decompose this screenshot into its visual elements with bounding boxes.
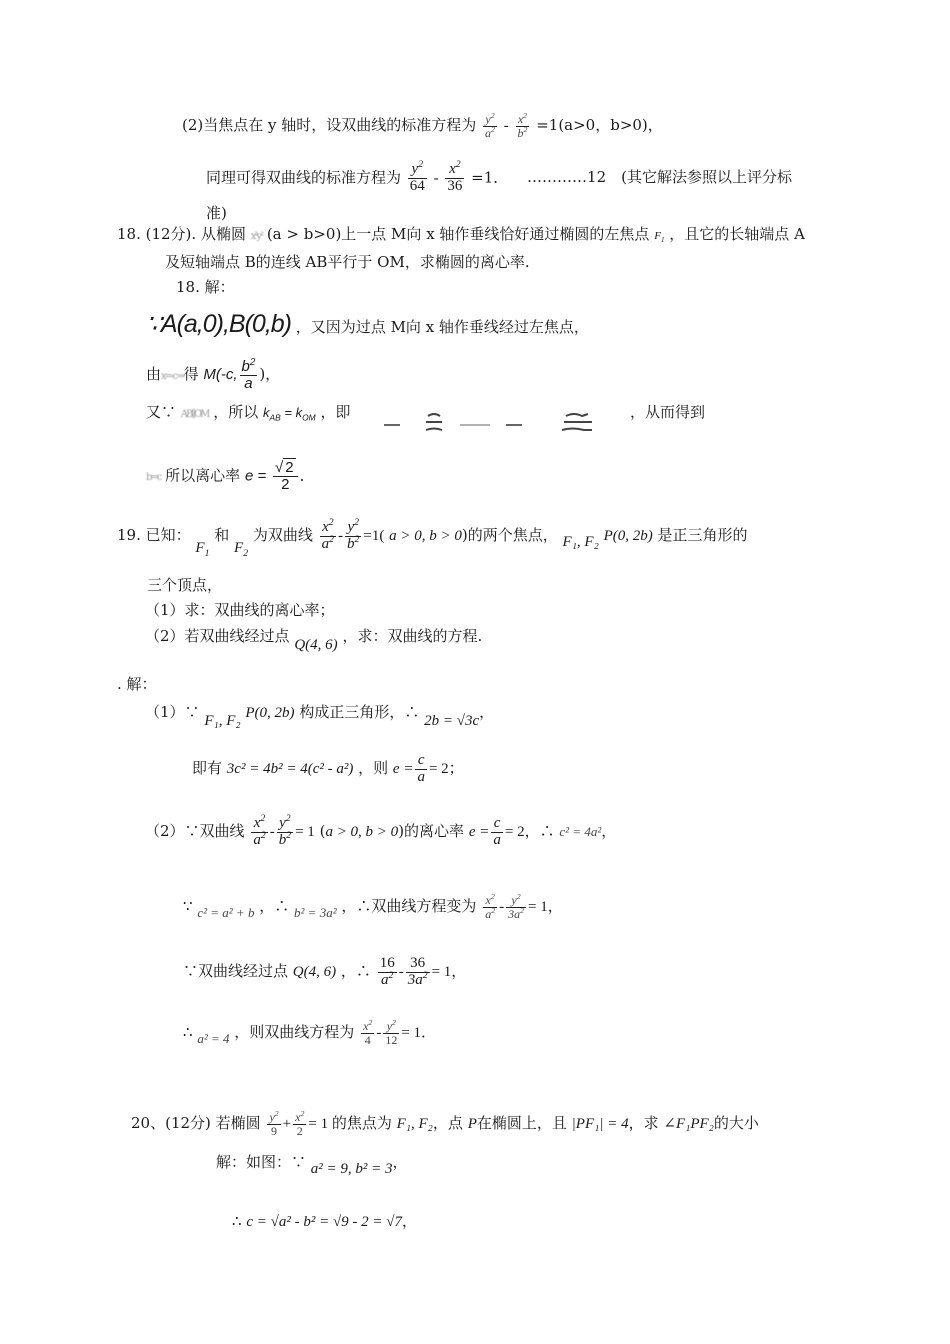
q19-question-1: （1）求：双曲线的离心率； <box>145 601 335 619</box>
q19-title: 19. 已知： $F_1$ 和 $F_2$ 为双曲线 $\frac{x^2}{a^2}$ - $\frac{y^2}{b^2}$ =1( a > 0, b > 0)的两个焦点， F₁, F₂ P(0, 2b) 是正三角形的 <box>117 516 748 559</box>
q20-sol-2: ∴ c = √a² - b² = √9 - 2 = √7， <box>232 1212 418 1230</box>
sec17-line1: (2)当焦点在 y 轴时，设双曲线的标准方程为 $\frac{y^2}{a^2}$ - $\frac{x^2}{b^2}$ =1(a>0，b>0)， <box>182 111 663 140</box>
q19-question-2: （2）若双曲线经过点 Q(4, 6) ，求：双曲线的方程. <box>145 627 483 653</box>
q19-line2: 三个顶点， <box>147 576 223 594</box>
sec17-line2: 同理可得双曲线的标准方程为 $\frac{y^2}{64}$ - $\frac{x^2}{36}$ =1． …………12 (其它解法参照以上评分标 <box>206 159 792 194</box>
b-equals-c-image: b=c <box>146 472 161 484</box>
sec17-line3: 准) <box>206 204 227 222</box>
q19-sol-1: （1）∵ F₁, F₂ P(0, 2b) 构成正三角形，∴ 2b = √3c， <box>145 703 495 729</box>
frac-b2-a: $\frac{b^2}{a}$ <box>241 356 256 392</box>
q19-solution-label: . 解： <box>117 675 157 693</box>
q18-sol-line4: b=c 所以离心率 e = $\frac{√ 2}{2}$ ． <box>146 459 315 493</box>
q19-sol-4: ∵ c² = a² + b ，∴ b² = 3a² ，∴双曲线方程变为 $\frac{x^2}{a^2}$ - $\frac{y^2}{3a^2}$ = 1， <box>183 891 563 921</box>
frac-x2-a2: $\frac{x^2}{a^2}$ <box>321 516 335 552</box>
substitution-image: x=-c ⇒ <box>161 371 184 382</box>
frac-sqrt2-2: $\frac{√ 2}{2}$ <box>273 460 298 493</box>
q18-sol-line3-end: ，从而得到 <box>630 403 706 421</box>
frac-y2-b2: $\frac{y^2}{b^2}$ <box>347 516 360 552</box>
q20-title: 20、(12分) 若椭圆 $\frac{y^2}{9}$ + $\frac{x^2}{2}$ = 1 的焦点为 F₁, F₂，点 P在椭圆上，且 |PF₁| = 4，求 ∠F₁PF₂的大小 <box>131 1108 759 1138</box>
q18-sol-line2: 由x=-c ⇒得 M(-c, $\frac{b^2}{a}$ )， <box>146 356 280 395</box>
frac-y2-a2: $\frac{y^2}{a^2}$ <box>485 111 495 140</box>
ellipse-equation-image: x²y² <box>250 231 263 242</box>
q18-sol-line3: 又∵ AB∥OM ，所以 $k_{AB} = k_{OM}$ ，即 <box>146 402 351 425</box>
q18-solution-label: 18. 解： <box>176 278 235 296</box>
frac-c-a: $\frac{c}{a}$ <box>417 751 425 785</box>
frac-x2-b2: $\frac{x^2}{b^2}$ <box>517 111 528 140</box>
q18-title-line1: 18. (12分). 从椭圆 x²y² (a > b>0)上一点 M向 x 轴作垂线恰好通过椭圆的左焦点 $F_1$ ，且它的长轴端点 A <box>117 224 805 247</box>
frac-y2-64: $\frac{y^2}{64}$ <box>409 159 425 194</box>
q18-title-line2: 及短轴端点 B的连线 AB平行于 OM，求椭圆的离心率. <box>165 253 530 271</box>
q20-sol-1: 解：如图：∵ a² = 9, b² = 3， <box>216 1153 408 1177</box>
frac-x2-36: $\frac{x^2}{36}$ <box>447 159 463 194</box>
q18-sol-line1: ∵A(a,0),B(0,b) ，又因为过点 M向 x 轴作垂线经过左焦点， <box>146 310 589 338</box>
q19-sol-2: 即有 3c² = 4b² = 4(c² - a²) ，则 e = $\frac{c}{a}$ = 2； <box>192 751 464 785</box>
q19-sol-3: （2）∵双曲线 $\frac{x^2}{a^2}$ - $\frac{y^2}{b^2}$ = 1 (a > 0, b > 0)的离心率 e = $\frac{c}{a}$ = 2，∴ c² = 4a²， <box>145 812 617 848</box>
sec17-line1-text: (2)当焦点在 y 轴时，设双曲线的标准方程为 <box>182 116 477 135</box>
slope-equation-image <box>380 408 630 434</box>
q19-sol-6: ∴ a² = 4 ，则双曲线方程为 $\frac{x^2}{4}$ - $\frac{y^2}{12}$ = 1． <box>183 1017 437 1047</box>
parallel-image: AB∥OM <box>180 409 209 420</box>
sec17-line1-cond: =1(a>0，b>0)， <box>536 116 663 135</box>
q19-sol-5: ∵双曲线经过点 Q(4, 6) ，∴ $\frac{16}{a^2}$ - $\frac{36}{3a^2}$ = 1， <box>183 954 467 988</box>
